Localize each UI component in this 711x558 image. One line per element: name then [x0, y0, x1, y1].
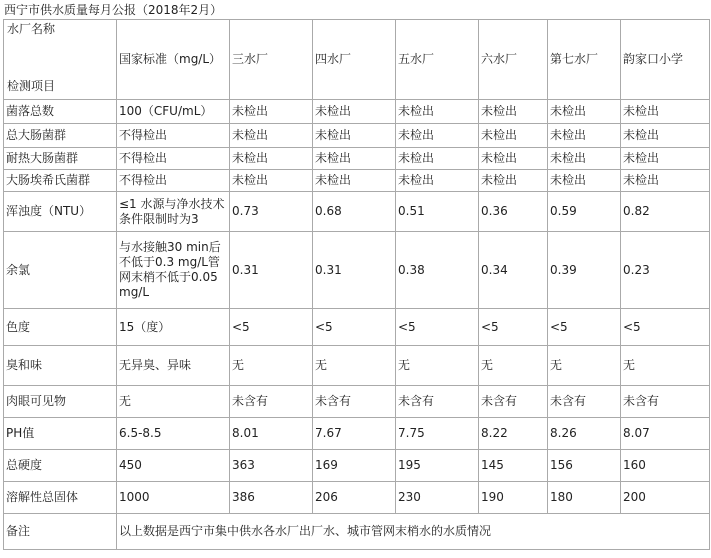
table-row	[4, 482, 710, 514]
value-cell: 195	[396, 450, 479, 482]
table-row	[4, 232, 710, 309]
value-cell: 无	[396, 346, 479, 386]
value-cell: 200	[621, 482, 710, 514]
value-cell: 无	[479, 346, 548, 386]
value-cell: 7.75	[396, 418, 479, 450]
value-cell: 未检出	[313, 124, 396, 148]
value-cell: 230	[396, 482, 479, 514]
value-cell: 未检出	[396, 124, 479, 148]
value-cell: <5	[479, 309, 548, 346]
test-item-label: 检测项目	[7, 79, 56, 93]
item-cell: 总硬度	[4, 450, 117, 482]
value-cell: 未含有	[548, 386, 621, 418]
value-cell: 7.67	[313, 418, 396, 450]
standard-cell: ≤1 水源与净水技术条件限制时为3	[117, 192, 230, 232]
value-cell: <5	[396, 309, 479, 346]
value-cell: <5	[230, 309, 313, 346]
value-cell: 未含有	[479, 386, 548, 418]
value-cell: 190	[479, 482, 548, 514]
standard-cell: 15（度）	[117, 309, 230, 346]
table-row	[4, 170, 710, 192]
value-cell: 未检出	[230, 100, 313, 124]
value-cell: 8.22	[479, 418, 548, 450]
value-cell: 386	[230, 482, 313, 514]
table-row	[4, 148, 710, 170]
item-cell: 溶解性总固体	[4, 482, 117, 514]
value-cell: 未检出	[621, 100, 710, 124]
value-cell: 未检出	[479, 100, 548, 124]
value-cell: 206	[313, 482, 396, 514]
table-row	[4, 450, 710, 482]
value-cell: 363	[230, 450, 313, 482]
item-cell: 肉眼可见物	[4, 386, 117, 418]
standard-cell: 6.5-8.5	[117, 418, 230, 450]
item-cell: PH值	[4, 418, 117, 450]
value-cell: 未检出	[621, 148, 710, 170]
value-cell: 未检出	[548, 148, 621, 170]
item-cell: 总大肠菌群	[4, 124, 117, 148]
standard-cell: 不得检出	[117, 170, 230, 192]
value-cell: 未检出	[621, 170, 710, 192]
value-cell: 160	[621, 450, 710, 482]
value-cell: 8.07	[621, 418, 710, 450]
water-quality-table	[3, 19, 710, 550]
table-row	[4, 309, 710, 346]
value-cell: 8.26	[548, 418, 621, 450]
plant-header-4: 六水厂	[479, 20, 548, 100]
item-cell: 菌落总数	[4, 100, 117, 124]
value-cell: 未检出	[548, 100, 621, 124]
standard-header: 国家标准（mg/L）	[117, 20, 230, 100]
table-row	[4, 124, 710, 148]
plant-name-label: 水厂名称	[7, 22, 56, 36]
value-cell: 156	[548, 450, 621, 482]
plant-header-6: 韵家口小学	[621, 20, 710, 100]
table-caption: 西宁市供水质量每月公报（2018年2月）	[4, 3, 223, 17]
value-cell: <5	[313, 309, 396, 346]
value-cell: 无	[548, 346, 621, 386]
value-cell: 0.23	[621, 232, 710, 309]
standard-cell: 1000	[117, 482, 230, 514]
value-cell: 未检出	[479, 148, 548, 170]
remark-label: 备注	[4, 514, 117, 550]
value-cell: 169	[313, 450, 396, 482]
value-cell: 未含有	[230, 386, 313, 418]
value-cell: 0.36	[479, 192, 548, 232]
item-cell: 耐热大肠菌群	[4, 148, 117, 170]
value-cell: 未检出	[313, 148, 396, 170]
item-cell: 余氯	[4, 232, 117, 309]
value-cell: 未检出	[396, 148, 479, 170]
item-cell: 色度	[4, 309, 117, 346]
value-cell: 0.51	[396, 192, 479, 232]
standard-cell: 无异臭、异味	[117, 346, 230, 386]
value-cell: 0.38	[396, 232, 479, 309]
value-cell: 未检出	[230, 148, 313, 170]
value-cell: 未检出	[548, 170, 621, 192]
plant-header-3: 五水厂	[396, 20, 479, 100]
value-cell: 未检出	[396, 100, 479, 124]
value-cell: 0.39	[548, 232, 621, 309]
value-cell: 无	[313, 346, 396, 386]
plant-header-2: 四水厂	[313, 20, 396, 100]
value-cell: 未检出	[396, 170, 479, 192]
table-row	[4, 100, 710, 124]
value-cell: 未检出	[479, 170, 548, 192]
table-row	[4, 386, 710, 418]
value-cell: 未检出	[230, 124, 313, 148]
remark-row	[4, 514, 710, 550]
value-cell: 无	[621, 346, 710, 386]
header-row	[4, 20, 710, 100]
table-row	[4, 192, 710, 232]
table-row	[4, 418, 710, 450]
value-cell: 无	[230, 346, 313, 386]
value-cell: 0.31	[230, 232, 313, 309]
standard-cell: 与水接触30 min后不低于0.3 mg/L管网末梢不低于0.05 mg/L	[117, 232, 230, 309]
remark-text: 以上数据是西宁市集中供水各水厂出厂水、城市管网末梢水的水质情况	[117, 514, 710, 550]
value-cell: 未含有	[396, 386, 479, 418]
header-corner-cell	[4, 20, 117, 100]
plant-header-5: 第七水厂	[548, 20, 621, 100]
item-cell: 大肠埃希氏菌群	[4, 170, 117, 192]
standard-cell: 450	[117, 450, 230, 482]
standard-cell: 不得检出	[117, 124, 230, 148]
value-cell: 未检出	[313, 170, 396, 192]
item-cell: 臭和味	[4, 346, 117, 386]
item-cell: 浑浊度（NTU）	[4, 192, 117, 232]
value-cell: 145	[479, 450, 548, 482]
plant-header-1: 三水厂	[230, 20, 313, 100]
value-cell: 未检出	[230, 170, 313, 192]
value-cell: 0.68	[313, 192, 396, 232]
value-cell: 未检出	[548, 124, 621, 148]
standard-cell: 无	[117, 386, 230, 418]
value-cell: <5	[621, 309, 710, 346]
value-cell: 0.31	[313, 232, 396, 309]
standard-cell: 100（CFU/mL）	[117, 100, 230, 124]
value-cell: 0.34	[479, 232, 548, 309]
value-cell: 未检出	[479, 124, 548, 148]
value-cell: 未含有	[313, 386, 396, 418]
value-cell: 未含有	[621, 386, 710, 418]
value-cell: 0.59	[548, 192, 621, 232]
value-cell: 0.82	[621, 192, 710, 232]
value-cell: 未检出	[313, 100, 396, 124]
value-cell: 180	[548, 482, 621, 514]
value-cell: <5	[548, 309, 621, 346]
standard-cell: 不得检出	[117, 148, 230, 170]
value-cell: 0.73	[230, 192, 313, 232]
value-cell: 8.01	[230, 418, 313, 450]
table-row	[4, 346, 710, 386]
value-cell: 未检出	[621, 124, 710, 148]
